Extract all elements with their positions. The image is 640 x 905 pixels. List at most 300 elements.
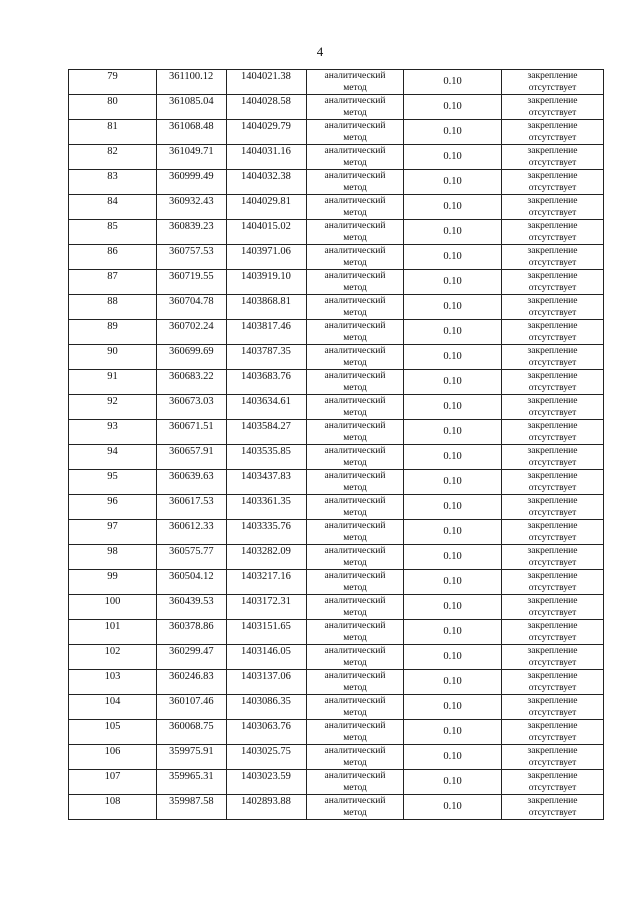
accuracy-cell: 0.10 bbox=[404, 320, 502, 345]
accuracy-cell: 0.10 bbox=[404, 345, 502, 370]
accuracy-cell: 0.10 bbox=[404, 470, 502, 495]
method-line-1: аналитический bbox=[324, 146, 386, 156]
method-line-2: метод bbox=[343, 258, 367, 268]
table-row bbox=[69, 645, 604, 670]
fix-line-1: закрепление bbox=[527, 421, 578, 431]
fixing-cell bbox=[502, 495, 604, 520]
fix-line-2: отсутствует bbox=[528, 208, 577, 218]
point-number-cell: 82 bbox=[69, 145, 157, 170]
fix-line-2: отсутствует bbox=[528, 258, 577, 268]
fixing-cell bbox=[502, 695, 604, 720]
method-line-1: аналитический bbox=[324, 646, 386, 656]
coordinates-table-body bbox=[69, 70, 604, 820]
fix-line-2: отсутствует bbox=[528, 633, 577, 643]
fixing-cell bbox=[502, 595, 604, 620]
fix-line-2: отсутствует bbox=[528, 808, 577, 818]
table-row bbox=[69, 395, 604, 420]
method-cell bbox=[307, 145, 404, 170]
table-row bbox=[69, 570, 604, 595]
method-line-2: метод bbox=[343, 308, 367, 318]
method-line-1: аналитический bbox=[324, 496, 386, 506]
fix-line-1: закрепление bbox=[527, 146, 578, 156]
fixing-cell bbox=[502, 770, 604, 795]
method-cell bbox=[307, 95, 404, 120]
fixing-cell bbox=[502, 320, 604, 345]
method-cell bbox=[307, 695, 404, 720]
coordinate-y-cell: 1403817.46 bbox=[227, 320, 307, 345]
method-line-1: аналитический bbox=[324, 696, 386, 706]
method-line-2: метод bbox=[343, 658, 367, 668]
table-row bbox=[69, 270, 604, 295]
method-line-2: метод bbox=[343, 483, 367, 493]
method-line-1: аналитический bbox=[324, 796, 386, 806]
coordinate-y-cell: 1403868.81 bbox=[227, 295, 307, 320]
accuracy-cell: 0.10 bbox=[404, 695, 502, 720]
point-number-cell: 87 bbox=[69, 270, 157, 295]
method-line-2: метод bbox=[343, 133, 367, 143]
point-number-cell: 100 bbox=[69, 595, 157, 620]
accuracy-cell: 0.10 bbox=[404, 545, 502, 570]
method-cell bbox=[307, 720, 404, 745]
fix-line-1: закрепление bbox=[527, 396, 578, 406]
accuracy-cell: 0.10 bbox=[404, 145, 502, 170]
table-row bbox=[69, 195, 604, 220]
method-line-2: метод bbox=[343, 583, 367, 593]
point-number-cell: 97 bbox=[69, 520, 157, 545]
coordinate-y-cell: 1404032.38 bbox=[227, 170, 307, 195]
fix-line-1: закрепление bbox=[527, 71, 578, 81]
fix-line-1: закрепление bbox=[527, 696, 578, 706]
table-row bbox=[69, 220, 604, 245]
fix-line-1: закрепление bbox=[527, 271, 578, 281]
coordinate-x-cell: 360657.91 bbox=[157, 445, 227, 470]
table-row bbox=[69, 120, 604, 145]
accuracy-cell: 0.10 bbox=[404, 120, 502, 145]
coordinate-y-cell: 1404015.02 bbox=[227, 220, 307, 245]
fix-line-1: закрепление bbox=[527, 596, 578, 606]
accuracy-cell: 0.10 bbox=[404, 595, 502, 620]
accuracy-cell: 0.10 bbox=[404, 245, 502, 270]
table-row bbox=[69, 470, 604, 495]
fix-line-2: отсутствует bbox=[528, 158, 577, 168]
fix-line-2: отсутствует bbox=[528, 83, 577, 93]
coordinate-y-cell: 1403361.35 bbox=[227, 495, 307, 520]
fix-line-1: закрепление bbox=[527, 121, 578, 131]
fix-line-1: закрепление bbox=[527, 246, 578, 256]
method-line-1: аналитический bbox=[324, 371, 386, 381]
table-row bbox=[69, 320, 604, 345]
point-number-cell: 84 bbox=[69, 195, 157, 220]
method-cell bbox=[307, 570, 404, 595]
fixing-cell bbox=[502, 370, 604, 395]
method-cell bbox=[307, 795, 404, 820]
point-number-cell: 89 bbox=[69, 320, 157, 345]
fix-line-1: закрепление bbox=[527, 446, 578, 456]
fix-line-2: отсутствует bbox=[528, 108, 577, 118]
table-row bbox=[69, 520, 604, 545]
method-line-1: аналитический bbox=[324, 421, 386, 431]
coordinate-x-cell: 361085.04 bbox=[157, 95, 227, 120]
method-line-2: метод bbox=[343, 533, 367, 543]
coordinate-x-cell: 360673.03 bbox=[157, 395, 227, 420]
point-number-cell: 96 bbox=[69, 495, 157, 520]
table-row bbox=[69, 420, 604, 445]
coordinate-x-cell: 360683.22 bbox=[157, 370, 227, 395]
table-row bbox=[69, 795, 604, 820]
fixing-cell bbox=[502, 470, 604, 495]
method-cell bbox=[307, 220, 404, 245]
accuracy-cell: 0.10 bbox=[404, 395, 502, 420]
method-cell bbox=[307, 370, 404, 395]
method-line-2: метод bbox=[343, 333, 367, 343]
fixing-cell bbox=[502, 520, 604, 545]
coordinate-x-cell: 360612.33 bbox=[157, 520, 227, 545]
coordinate-x-cell: 360704.78 bbox=[157, 295, 227, 320]
fix-line-1: закрепление bbox=[527, 771, 578, 781]
point-number-cell: 106 bbox=[69, 745, 157, 770]
method-line-1: аналитический bbox=[324, 96, 386, 106]
coordinate-y-cell: 1404031.16 bbox=[227, 145, 307, 170]
method-line-2: метод bbox=[343, 458, 367, 468]
method-cell bbox=[307, 495, 404, 520]
fix-line-2: отсутствует bbox=[528, 483, 577, 493]
table-row bbox=[69, 620, 604, 645]
fixing-cell bbox=[502, 745, 604, 770]
accuracy-cell: 0.10 bbox=[404, 795, 502, 820]
coordinate-y-cell: 1403063.76 bbox=[227, 720, 307, 745]
fix-line-2: отсутствует bbox=[528, 508, 577, 518]
method-line-2: метод bbox=[343, 283, 367, 293]
coordinate-y-cell: 1403217.16 bbox=[227, 570, 307, 595]
table-row bbox=[69, 745, 604, 770]
method-line-2: метод bbox=[343, 808, 367, 818]
fix-line-2: отсутствует bbox=[528, 683, 577, 693]
method-cell bbox=[307, 120, 404, 145]
method-cell bbox=[307, 670, 404, 695]
fixing-cell bbox=[502, 545, 604, 570]
fixing-cell bbox=[502, 720, 604, 745]
fixing-cell bbox=[502, 120, 604, 145]
point-number-cell: 108 bbox=[69, 795, 157, 820]
coordinate-x-cell: 360719.55 bbox=[157, 270, 227, 295]
coordinate-y-cell: 1403137.06 bbox=[227, 670, 307, 695]
fix-line-1: закрепление bbox=[527, 796, 578, 806]
coordinate-x-cell: 360702.24 bbox=[157, 320, 227, 345]
coordinate-y-cell: 1404021.38 bbox=[227, 70, 307, 95]
table-row bbox=[69, 170, 604, 195]
method-line-1: аналитический bbox=[324, 771, 386, 781]
fix-line-1: закрепление bbox=[527, 721, 578, 731]
fix-line-2: отсутствует bbox=[528, 783, 577, 793]
fix-line-2: отсутствует bbox=[528, 183, 577, 193]
coordinate-x-cell: 359987.58 bbox=[157, 795, 227, 820]
table-row bbox=[69, 295, 604, 320]
method-cell bbox=[307, 770, 404, 795]
fix-line-2: отсутствует bbox=[528, 433, 577, 443]
fix-line-1: закрепление bbox=[527, 321, 578, 331]
coordinate-y-cell: 1403146.05 bbox=[227, 645, 307, 670]
point-number-cell: 104 bbox=[69, 695, 157, 720]
method-cell bbox=[307, 320, 404, 345]
accuracy-cell: 0.10 bbox=[404, 720, 502, 745]
method-line-1: аналитический bbox=[324, 271, 386, 281]
point-number-cell: 85 bbox=[69, 220, 157, 245]
table-row bbox=[69, 70, 604, 95]
table-row bbox=[69, 445, 604, 470]
table-row bbox=[69, 720, 604, 745]
coordinate-x-cell: 360757.53 bbox=[157, 245, 227, 270]
method-line-2: метод bbox=[343, 83, 367, 93]
method-line-2: метод bbox=[343, 783, 367, 793]
coordinate-y-cell: 1403634.61 bbox=[227, 395, 307, 420]
method-cell bbox=[307, 245, 404, 270]
method-line-1: аналитический bbox=[324, 171, 386, 181]
fix-line-2: отсутствует bbox=[528, 233, 577, 243]
point-number-cell: 98 bbox=[69, 545, 157, 570]
method-line-1: аналитический bbox=[324, 296, 386, 306]
coordinate-x-cell: 360378.86 bbox=[157, 620, 227, 645]
accuracy-cell: 0.10 bbox=[404, 620, 502, 645]
page-number: 4 bbox=[316, 44, 324, 59]
fix-line-2: отсутствует bbox=[528, 558, 577, 568]
method-line-1: аналитический bbox=[324, 446, 386, 456]
coordinate-y-cell: 1404028.58 bbox=[227, 95, 307, 120]
coordinate-y-cell: 1403683.76 bbox=[227, 370, 307, 395]
fix-line-2: отсутствует bbox=[528, 583, 577, 593]
coordinate-y-cell: 1403535.85 bbox=[227, 445, 307, 470]
fix-line-2: отсутствует bbox=[528, 333, 577, 343]
coordinate-y-cell: 1403437.83 bbox=[227, 470, 307, 495]
accuracy-cell: 0.10 bbox=[404, 95, 502, 120]
accuracy-cell: 0.10 bbox=[404, 670, 502, 695]
method-line-1: аналитический bbox=[324, 121, 386, 131]
method-cell bbox=[307, 420, 404, 445]
method-cell bbox=[307, 345, 404, 370]
accuracy-cell: 0.10 bbox=[404, 295, 502, 320]
method-cell bbox=[307, 295, 404, 320]
method-line-2: метод bbox=[343, 508, 367, 518]
point-number-cell: 80 bbox=[69, 95, 157, 120]
fix-line-1: закрепление bbox=[527, 646, 578, 656]
point-number-cell: 81 bbox=[69, 120, 157, 145]
table-row bbox=[69, 670, 604, 695]
accuracy-cell: 0.10 bbox=[404, 220, 502, 245]
method-line-2: метод bbox=[343, 633, 367, 643]
fix-line-2: отсутствует bbox=[528, 608, 577, 618]
point-number-cell: 86 bbox=[69, 245, 157, 270]
accuracy-cell: 0.10 bbox=[404, 745, 502, 770]
coordinate-y-cell: 1403335.76 bbox=[227, 520, 307, 545]
point-number-cell: 79 bbox=[69, 70, 157, 95]
fixing-cell bbox=[502, 295, 604, 320]
coordinate-x-cell: 360504.12 bbox=[157, 570, 227, 595]
coordinate-x-cell: 360617.53 bbox=[157, 495, 227, 520]
point-number-cell: 99 bbox=[69, 570, 157, 595]
accuracy-cell: 0.10 bbox=[404, 195, 502, 220]
fixing-cell bbox=[502, 70, 604, 95]
coordinate-y-cell: 1404029.81 bbox=[227, 195, 307, 220]
table-row bbox=[69, 245, 604, 270]
accuracy-cell: 0.10 bbox=[404, 770, 502, 795]
method-line-2: метод bbox=[343, 683, 367, 693]
fix-line-1: закрепление bbox=[527, 171, 578, 181]
method-cell bbox=[307, 645, 404, 670]
fixing-cell bbox=[502, 395, 604, 420]
fix-line-2: отсутствует bbox=[528, 733, 577, 743]
fix-line-2: отсутствует bbox=[528, 708, 577, 718]
fix-line-1: закрепление bbox=[527, 296, 578, 306]
method-cell bbox=[307, 270, 404, 295]
table-row bbox=[69, 545, 604, 570]
coordinate-x-cell: 360439.53 bbox=[157, 595, 227, 620]
coordinate-y-cell: 1404029.79 bbox=[227, 120, 307, 145]
fixing-cell bbox=[502, 245, 604, 270]
fix-line-1: закрепление bbox=[527, 471, 578, 481]
method-line-1: аналитический bbox=[324, 221, 386, 231]
method-line-1: аналитический bbox=[324, 621, 386, 631]
method-cell bbox=[307, 545, 404, 570]
fixing-cell bbox=[502, 620, 604, 645]
fix-line-2: отсутствует bbox=[528, 658, 577, 668]
method-line-2: метод bbox=[343, 108, 367, 118]
method-cell bbox=[307, 595, 404, 620]
fix-line-2: отсутствует bbox=[528, 358, 577, 368]
method-line-1: аналитический bbox=[324, 521, 386, 531]
point-number-cell: 95 bbox=[69, 470, 157, 495]
fix-line-1: закрепление bbox=[527, 546, 578, 556]
coordinate-x-cell: 360068.75 bbox=[157, 720, 227, 745]
table-row bbox=[69, 595, 604, 620]
fix-line-1: закрепление bbox=[527, 496, 578, 506]
coordinate-x-cell: 360575.77 bbox=[157, 545, 227, 570]
fix-line-1: закрепление bbox=[527, 746, 578, 756]
fixing-cell bbox=[502, 645, 604, 670]
method-cell bbox=[307, 745, 404, 770]
fixing-cell bbox=[502, 170, 604, 195]
point-number-cell: 83 bbox=[69, 170, 157, 195]
method-line-1: аналитический bbox=[324, 571, 386, 581]
coordinate-x-cell: 360107.46 bbox=[157, 695, 227, 720]
table-row bbox=[69, 695, 604, 720]
accuracy-cell: 0.10 bbox=[404, 445, 502, 470]
coordinate-y-cell: 1402893.88 bbox=[227, 795, 307, 820]
method-line-2: метод bbox=[343, 158, 367, 168]
coordinate-x-cell: 360932.43 bbox=[157, 195, 227, 220]
method-cell bbox=[307, 620, 404, 645]
point-number-cell: 91 bbox=[69, 370, 157, 395]
method-line-1: аналитический bbox=[324, 321, 386, 331]
point-number-cell: 93 bbox=[69, 420, 157, 445]
point-number-cell: 92 bbox=[69, 395, 157, 420]
fix-line-1: закрепление bbox=[527, 671, 578, 681]
accuracy-cell: 0.10 bbox=[404, 420, 502, 445]
method-cell bbox=[307, 170, 404, 195]
method-cell bbox=[307, 470, 404, 495]
coordinate-x-cell: 361068.48 bbox=[157, 120, 227, 145]
fix-line-2: отсутствует bbox=[528, 408, 577, 418]
method-line-2: метод bbox=[343, 408, 367, 418]
fix-line-2: отсутствует bbox=[528, 308, 577, 318]
fix-line-1: закрепление bbox=[527, 196, 578, 206]
method-line-1: аналитический bbox=[324, 746, 386, 756]
accuracy-cell: 0.10 bbox=[404, 495, 502, 520]
accuracy-cell: 0.10 bbox=[404, 370, 502, 395]
coordinate-x-cell: 360839.23 bbox=[157, 220, 227, 245]
point-number-cell: 105 bbox=[69, 720, 157, 745]
method-line-2: метод bbox=[343, 758, 367, 768]
point-number-cell: 94 bbox=[69, 445, 157, 470]
coordinates-table bbox=[68, 69, 604, 820]
fix-line-1: закрепление bbox=[527, 346, 578, 356]
fix-line-2: отсутствует bbox=[528, 283, 577, 293]
accuracy-cell: 0.10 bbox=[404, 520, 502, 545]
coordinate-x-cell: 361100.12 bbox=[157, 70, 227, 95]
fix-line-1: закрепление bbox=[527, 96, 578, 106]
table-row bbox=[69, 770, 604, 795]
fixing-cell bbox=[502, 570, 604, 595]
method-line-1: аналитический bbox=[324, 596, 386, 606]
fixing-cell bbox=[502, 345, 604, 370]
coordinate-y-cell: 1403282.09 bbox=[227, 545, 307, 570]
method-line-2: метод bbox=[343, 383, 367, 393]
fix-line-1: закрепление bbox=[527, 371, 578, 381]
fix-line-2: отсутствует bbox=[528, 133, 577, 143]
coordinate-y-cell: 1403025.75 bbox=[227, 745, 307, 770]
method-line-1: аналитический bbox=[324, 671, 386, 681]
method-line-2: метод bbox=[343, 433, 367, 443]
accuracy-cell: 0.10 bbox=[404, 270, 502, 295]
coordinate-x-cell: 359975.91 bbox=[157, 745, 227, 770]
coordinate-y-cell: 1403172.31 bbox=[227, 595, 307, 620]
coordinate-x-cell: 360639.63 bbox=[157, 470, 227, 495]
fix-line-1: закрепление bbox=[527, 221, 578, 231]
method-cell bbox=[307, 520, 404, 545]
point-number-cell: 107 bbox=[69, 770, 157, 795]
accuracy-cell: 0.10 bbox=[404, 70, 502, 95]
coordinate-x-cell: 360299.47 bbox=[157, 645, 227, 670]
coordinate-y-cell: 1403023.59 bbox=[227, 770, 307, 795]
method-line-1: аналитический bbox=[324, 71, 386, 81]
method-cell bbox=[307, 195, 404, 220]
point-number-cell: 101 bbox=[69, 620, 157, 645]
method-line-2: метод bbox=[343, 608, 367, 618]
fix-line-1: закрепление bbox=[527, 621, 578, 631]
fixing-cell bbox=[502, 270, 604, 295]
fix-line-2: отсутствует bbox=[528, 758, 577, 768]
fix-line-2: отсутствует bbox=[528, 383, 577, 393]
method-line-1: аналитический bbox=[324, 246, 386, 256]
table-row bbox=[69, 345, 604, 370]
coordinate-x-cell: 361049.71 bbox=[157, 145, 227, 170]
accuracy-cell: 0.10 bbox=[404, 645, 502, 670]
point-number-cell: 90 bbox=[69, 345, 157, 370]
table-row bbox=[69, 145, 604, 170]
accuracy-cell: 0.10 bbox=[404, 170, 502, 195]
table-row bbox=[69, 95, 604, 120]
fixing-cell bbox=[502, 195, 604, 220]
coordinate-x-cell: 359965.31 bbox=[157, 770, 227, 795]
fixing-cell bbox=[502, 220, 604, 245]
fix-line-1: закрепление bbox=[527, 571, 578, 581]
coordinate-x-cell: 360671.51 bbox=[157, 420, 227, 445]
fixing-cell bbox=[502, 95, 604, 120]
fixing-cell bbox=[502, 420, 604, 445]
coordinate-y-cell: 1403787.35 bbox=[227, 345, 307, 370]
method-line-1: аналитический bbox=[324, 721, 386, 731]
coordinate-y-cell: 1403584.27 bbox=[227, 420, 307, 445]
method-line-2: метод bbox=[343, 358, 367, 368]
coordinate-y-cell: 1403086.35 bbox=[227, 695, 307, 720]
